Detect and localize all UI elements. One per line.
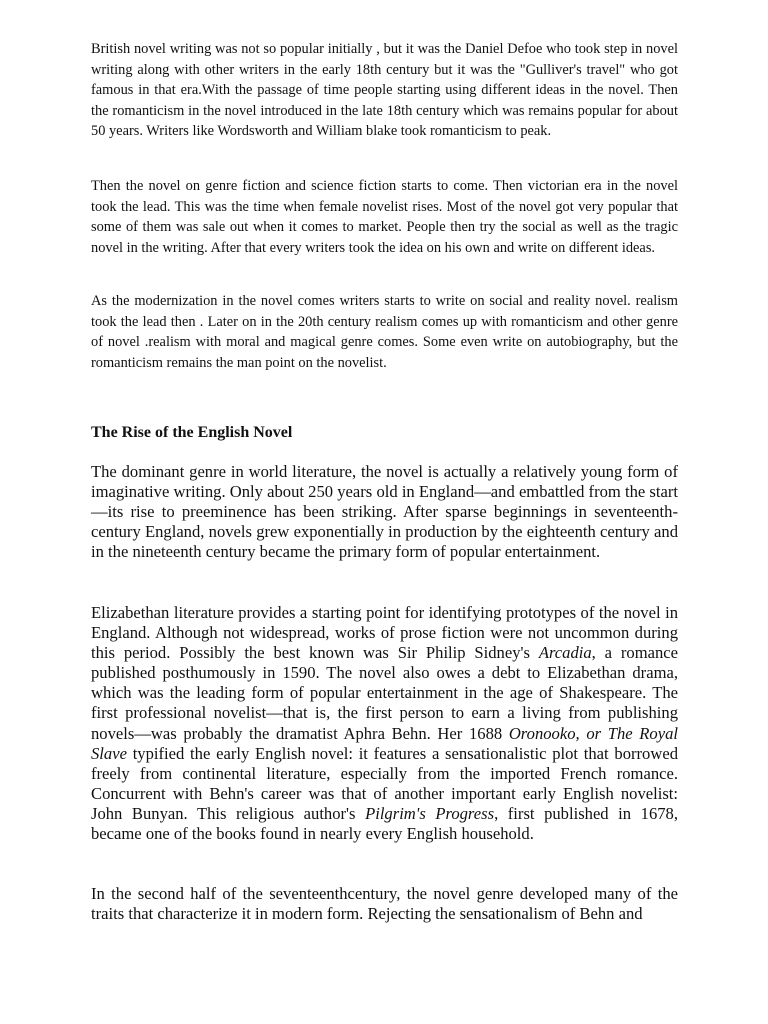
section-heading: The Rise of the English Novel xyxy=(91,424,293,441)
book-title-arcadia: Arcadia xyxy=(538,643,592,663)
body-paragraph-1: The dominant genre in world literature, the novel is actually a relatively young form of imaginative writing. Only about 250 years old in England—and embattled from the start—its rise to preeminence has been striking. After sparse beginnings in seventeenth-century England, novels grew exponentially in production by the eighteenth century and in the nineteenth century became the primary form of popular entertainment. xyxy=(91,462,678,562)
intro-paragraph-2: Then the novel on genre fiction and science fiction starts to come. Then victorian era in the novel took the lead. This was the time when female novelist rises. Most of the novel got very popular that some of them was sale out when it comes to market. People then try the social as well as the tragic novel in the writing. After that every writers took the idea on his own and write on different ideas. xyxy=(91,178,678,256)
book-title-pilgrims-progress: Pilgrim's Progress xyxy=(365,803,495,823)
body-paragraph-2 xyxy=(91,603,678,844)
paragraph-text-segment: Elizabethan literature provides a starting point for identifying prototypes of the novel in England. Although not widespread, works of prose fiction were not uncommon during this period. Possibly the best known was Sir Philip Sidney's xyxy=(91,603,678,663)
body-paragraph-3: In the second half of the seventeenthcentury, the novel genre developed many of the traits that characterize it in modern form. Rejecting the sensationalism of Behn and xyxy=(91,884,678,924)
book-title-oroonoko: Oronooko, or The Royal Slave xyxy=(91,723,678,763)
paragraph-text-segment: , a romance published posthumously in 1590. The novel also owes a debt to Elizabethan drama, which was the leading form of popular entertainment in the age of Shakespeare. The first professional novelist—that is, the first person to earn a living from publishing novels—was probably the dramatist Aphra Behn. Her 1688 xyxy=(91,643,678,743)
paragraph-text-segment: , first published in 1678, became one of the books found in nearly every English household. xyxy=(91,803,678,844)
paragraph-text-segment: typified the early English novel: it features a sensationalistic plot that borrowed freely from continental literature, especially from the imported French romance. Concurrent with Behn's career was that of another important early English novelist: John Bunyan. This religious author's xyxy=(91,743,678,823)
intro-paragraph-1: British novel writing was not so popular initially , but it was the Daniel Defoe who took step in novel writing along with other writers in the early 18th century but it was the "Gulliver's travel" who got famous in that era.With the passage of time people starting using different ideas in the novel. Then the romanticism in the novel introduced in the late 18th century which was remains popular for about 50 years. Writers like Wordsworth and William blake took romanticism to peak. xyxy=(91,41,678,140)
intro-paragraph-3: As the modernization in the novel comes writers starts to write on social and reality novel. realism took the lead then . Later on in the 20th century realism comes up with romanticism and other genre of novel .realism with moral and magical genre comes. Some even write on autobiography, but the romanticism remains the man point on the novelist. xyxy=(91,293,678,371)
